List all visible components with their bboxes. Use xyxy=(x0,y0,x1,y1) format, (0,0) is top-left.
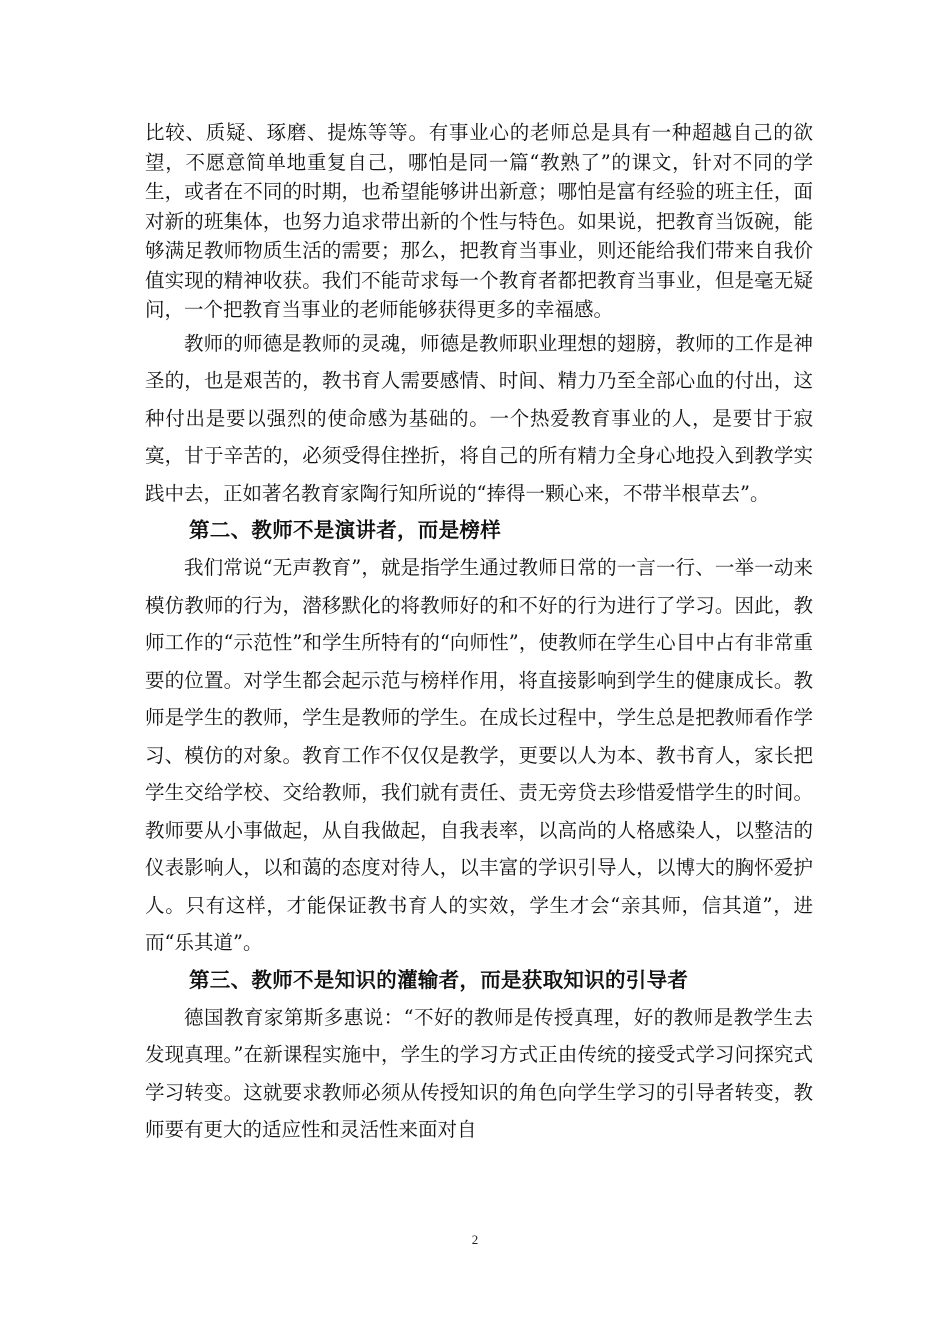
document-page xyxy=(145,118,813,1149)
paragraph-guide: 德国教育家第斯多惠说：“不好的教师是传授真理，好的教师是教学生去发现真理。”在新课程实施中，学生的学习方式正由传统的接受式学习问探究式学习转变。这就要求教师必须从传授知识的角色向学生学习的引导者转变，教师要有更大的适应性和灵活性来面对自 xyxy=(145,1005,813,1141)
paragraph-role-model: 我们常说“无声教育”，就是指学生通过教师日常的一言一行、一举一动来模仿教师的行为，潜移默化的将教师好的和不好的行为进行了学习。因此，教师工作的“示范性”和学生所特有的“向师性”，使教师在学生心目中占有非常重要的位置。对学生都会起示范与榜样作用，将直接影响到学生的健康成长。教师是学生的教师，学生是教师的学生。在成长过程中，学生总是把教师看作学习、模仿的对象。教育工作不仅仅是教学，更要以人为本、教书育人，家长把学生交给学校、交给教师，我们就有责任、责无旁贷去珍惜爱惜学生的时间。教师要从小事做起，从自我做起，自我表率，以高尚的人格感染人，以整洁的仪表影响人，以和蔼的态度对待人，以丰富的学识引导人，以博大的胸怀爱护人。只有这样，才能保证教书育人的实效，学生才会“亲其师，信其道”，进而“乐其道”。 xyxy=(145,556,813,954)
section-heading-2: 第二、教师不是演讲者，而是榜样 xyxy=(189,518,501,542)
paragraph-teacher-ethics: 教师的师德是教师的灵魂，师德是教师职业理想的翅膀，教师的工作是神圣的，也是艰苦的，教书育人需要感情、时间、精力乃至全部心血的付出，这种付出是要以强烈的使命感为基础的。一个热爱教育事业的人，是要甘于寂寞，甘于辛苦的，必须受得住挫折，将自己的所有精力全身心地投入到教学实践中去，正如著名教育家陶行知所说的“捧得一颗心来，不带半根草去”。 xyxy=(145,331,813,505)
paragraph-continuation: 比较、质疑、琢磨、提炼等等。有事业心的老师总是具有一种超越自己的欲望，不愿意简单地重复自己，哪怕是同一篇“教熟了”的课文，针对不同的学生，或者在不同的时期，也希望能够讲出新意；哪怕是富有经验的班主任，面对新的班集体，也努力追求带出新的个性与特色。如果说，把教育当饭碗，能够满足教师物质生活的需要；那么，把教育当事业，则还能给我们带来自我价值实现的精神收获。我们不能苛求每一个教育者都把教育当事业，但是毫无疑问，一个把教育当事业的老师能够获得更多的幸福感。 xyxy=(145,121,813,321)
page-number: 2 xyxy=(471,1232,479,1247)
section-heading-3: 第三、教师不是知识的灌输者，而是获取知识的引导者 xyxy=(189,967,689,992)
